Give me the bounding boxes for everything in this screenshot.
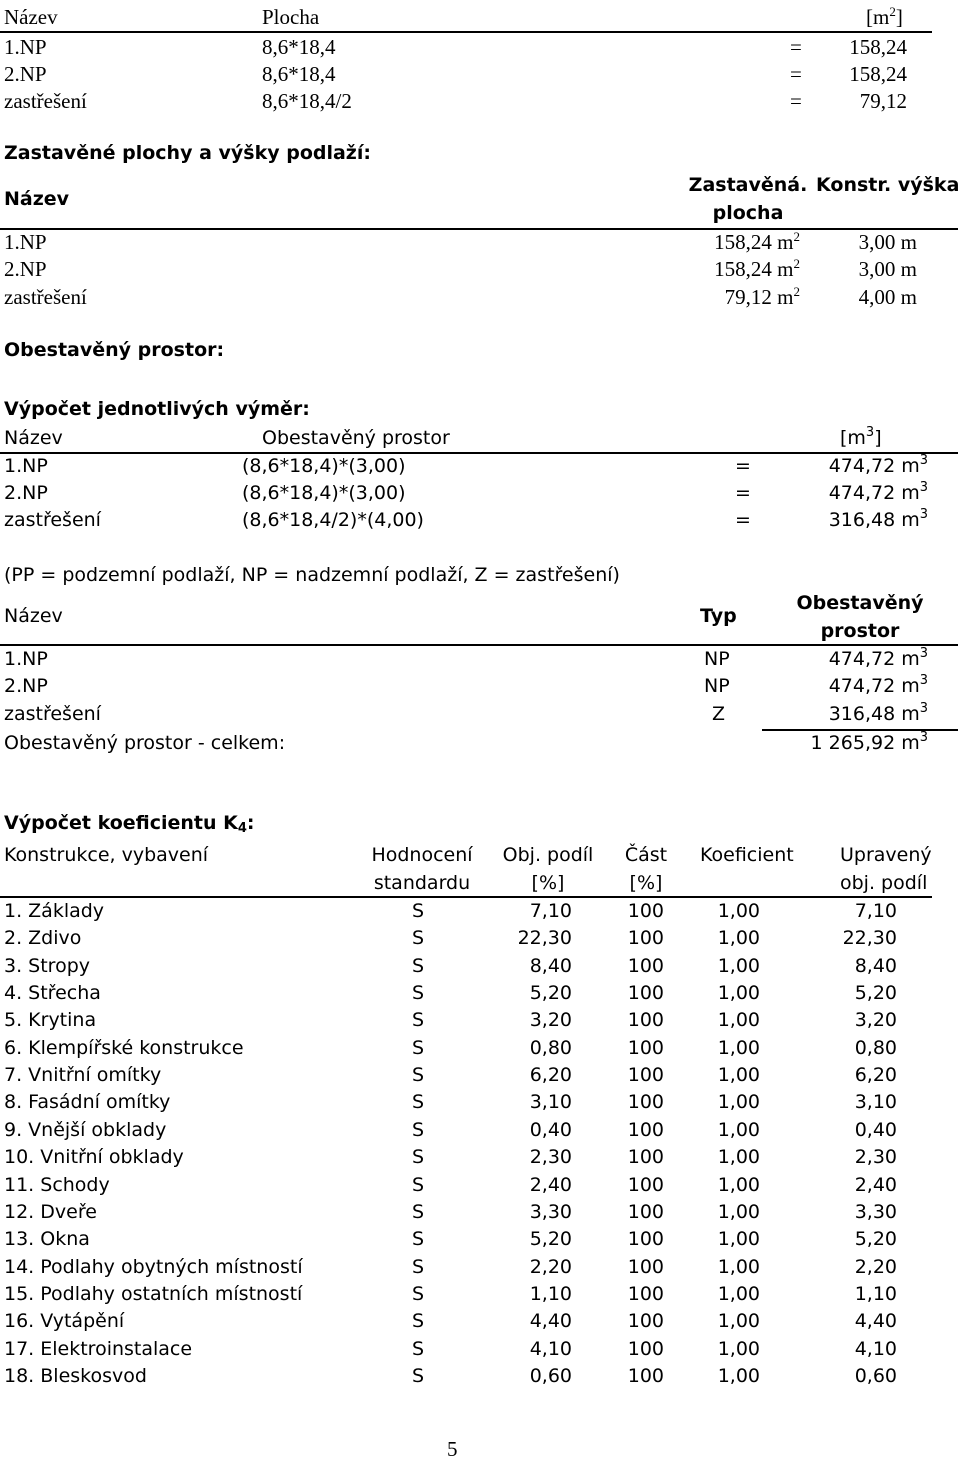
row-cast: 100 <box>627 1146 664 1168</box>
row-cast: 100 <box>627 927 664 949</box>
row-hodnoceni: S <box>412 982 425 1004</box>
row-cast: 100 <box>627 900 664 922</box>
header-rule <box>0 896 932 898</box>
col-header-obj-podil: Obj. podíl <box>502 844 594 866</box>
row-cast: 100 <box>627 1201 664 1223</box>
row-obj-podil: 8,40 <box>529 955 572 977</box>
row-hodnoceni: S <box>412 900 425 922</box>
row-vypocet: 8,6*18,4/2 <box>262 89 352 113</box>
col-header-nazev: Název <box>4 188 70 210</box>
row-cast: 100 <box>627 1310 664 1332</box>
col-header-prostor: prostor <box>820 620 900 642</box>
row-nazev: zastřešení <box>4 89 87 113</box>
row-vyska: 4,00 m <box>858 285 917 309</box>
row-upraveny: 6,20 <box>854 1064 897 1086</box>
row-upraveny: 4,40 <box>854 1310 897 1332</box>
row-upraveny: 0,40 <box>854 1119 897 1141</box>
row-koeficient: 1,00 <box>717 1365 760 1387</box>
row-konstrukce: 11. Schody <box>4 1174 110 1196</box>
row-upraveny: 8,40 <box>854 955 897 977</box>
section-heading: Obestavěný prostor: <box>4 339 225 361</box>
table-row <box>4 37 47 58</box>
row-koeficient: 1,00 <box>717 1146 760 1168</box>
row-vypocet: (8,6*18,4)*(3,00) <box>242 482 406 504</box>
col-header-cast-unit: [%] <box>629 872 663 894</box>
row-hodnoceni: S <box>412 1338 425 1360</box>
row-koeficient: 1,00 <box>717 927 760 949</box>
row-upraveny: 3,10 <box>854 1091 897 1113</box>
total-label: Obestavěný prostor - celkem: <box>4 732 286 754</box>
row-cast: 100 <box>627 1174 664 1196</box>
row-obj-podil: 0,40 <box>529 1119 572 1141</box>
row-typ: Z <box>712 703 726 725</box>
row-hodnoceni: S <box>412 1119 425 1141</box>
row-nazev: 1.NP <box>4 35 47 59</box>
row-koeficient: 1,00 <box>717 1009 760 1031</box>
row-vyska: 3,00 m <box>858 230 917 254</box>
row-konstrukce: 17. Elektroinstalace <box>4 1338 193 1360</box>
row-cast: 100 <box>627 1338 664 1360</box>
row-konstrukce: 16. Vytápění <box>4 1310 125 1332</box>
col-header-plocha: plocha <box>712 202 784 224</box>
row-koeficient: 1,00 <box>717 1119 760 1141</box>
row-hodnoceni: S <box>412 1174 425 1196</box>
row-upraveny: 3,30 <box>854 1201 897 1223</box>
row-nazev: 2.NP <box>4 482 48 504</box>
row-plocha: 79,12 $m^2$ <box>724 284 800 309</box>
row-upraveny: 5,20 <box>854 982 897 1004</box>
row-koeficient: 1,00 <box>717 900 760 922</box>
row-obj-podil: 2,30 <box>529 1146 572 1168</box>
row-koeficient: 1,00 <box>717 1256 760 1278</box>
row-upraveny: 3,20 <box>854 1009 897 1031</box>
row-vypocet: (8,6*18,4)*(3,00) <box>242 455 406 477</box>
row-cast: 100 <box>627 1009 664 1031</box>
row-hodnoceni: S <box>412 1037 425 1059</box>
legend-note: (PP = podzemní podlaží, NP = nadzemní podlaží, Z = zastřešení) <box>4 564 620 586</box>
row-konstrukce: 9. Vnější obklady <box>4 1119 167 1141</box>
col-header-upraveny: Upravený <box>840 844 932 866</box>
row-upraveny: 2,20 <box>854 1256 897 1278</box>
header-rule <box>0 644 958 646</box>
row-nazev: 2.NP <box>4 257 47 281</box>
row-obj-podil: 1,10 <box>529 1283 572 1305</box>
row-vysledek: 474,72 $m^3$ <box>828 480 928 504</box>
row-nazev: zastřešení <box>4 703 101 725</box>
row-typ: NP <box>704 648 730 670</box>
row-cast: 100 <box>627 1119 664 1141</box>
row-cast: 100 <box>627 1064 664 1086</box>
row-konstrukce: 10. Vnitřní obklady <box>4 1146 184 1168</box>
row-nazev: zastřešení <box>4 509 101 531</box>
row-hodnoceni: S <box>412 1283 425 1305</box>
table-row <box>4 91 87 112</box>
row-konstrukce: 8. Fasádní omítky <box>4 1091 171 1113</box>
row-obj-podil: 2,20 <box>529 1256 572 1278</box>
row-koeficient: 1,00 <box>717 1037 760 1059</box>
row-koeficient: 1,00 <box>717 955 760 977</box>
row-eq: = <box>790 62 802 86</box>
row-hodnota: 474,72 $m^3$ <box>828 673 928 697</box>
row-konstrukce: 13. Okna <box>4 1228 90 1250</box>
row-obj-podil: 2,40 <box>529 1174 572 1196</box>
row-koeficient: 1,00 <box>717 1201 760 1223</box>
row-obj-podil: 22,30 <box>517 927 572 949</box>
row-upraveny: 4,10 <box>854 1338 897 1360</box>
total-rule <box>762 729 958 731</box>
row-vypocet: 8,6*18,4 <box>262 35 336 59</box>
col-header-unit: $[m^3]$ <box>840 425 882 449</box>
header-rule <box>0 452 958 454</box>
col-header-standardu: standardu <box>373 872 471 894</box>
section-heading: Zastavěné plochy a výšky podlaží: <box>4 142 371 164</box>
col-header-cast: Část <box>624 844 668 866</box>
row-hodnoceni: S <box>412 1146 425 1168</box>
row-upraveny: 0,80 <box>854 1037 897 1059</box>
row-konstrukce: 5. Krytina <box>4 1009 97 1031</box>
row-konstrukce: 14. Podlahy obytných místností <box>4 1256 303 1278</box>
row-obj-podil: 4,10 <box>529 1338 572 1360</box>
row-upraveny: 5,20 <box>854 1228 897 1250</box>
row-hodnoceni: S <box>412 955 425 977</box>
row-vysledek: 316,48 $m^3$ <box>828 507 928 531</box>
row-eq: = <box>790 35 802 59</box>
section-subheading: Výpočet jednotlivých výměr: <box>4 398 310 420</box>
row-cast: 100 <box>627 1256 664 1278</box>
row-hodnoceni: S <box>412 1091 425 1113</box>
row-cast: 100 <box>627 1228 664 1250</box>
row-vysledek: 158,24 <box>849 62 907 86</box>
row-eq: = <box>735 509 751 531</box>
row-upraveny: 2,30 <box>854 1146 897 1168</box>
row-konstrukce: 2. Zdivo <box>4 927 82 949</box>
row-konstrukce: 1. Základy <box>4 900 105 922</box>
total-value: 1 265,92 $m^3$ <box>810 730 928 754</box>
page-number: 5 <box>447 1437 458 1461</box>
col-header-nazev: Název <box>4 605 63 627</box>
row-vyska: 3,00 m <box>858 257 917 281</box>
row-obj-podil: 7,10 <box>529 900 572 922</box>
row-cast: 100 <box>627 1037 664 1059</box>
row-hodnota: 316,48 $m^3$ <box>828 701 928 725</box>
row-obj-podil: 0,60 <box>529 1365 572 1387</box>
row-obj-podil: 5,20 <box>529 982 572 1004</box>
header-rule <box>0 31 932 33</box>
row-cast: 100 <box>627 955 664 977</box>
row-koeficient: 1,00 <box>717 1174 760 1196</box>
row-hodnoceni: S <box>412 1310 425 1332</box>
row-vysledek: 79,12 <box>859 89 907 113</box>
row-koeficient: 1,00 <box>717 1064 760 1086</box>
row-nazev: 2.NP <box>4 675 48 697</box>
col-header-koeficient: Koeficient <box>700 844 794 866</box>
row-cast: 100 <box>627 1365 664 1387</box>
row-nazev: 1.NP <box>4 455 48 477</box>
row-upraveny: 7,10 <box>854 900 897 922</box>
row-hodnoceni: S <box>412 1009 425 1031</box>
row-konstrukce: 6. Klempířské konstrukce <box>4 1037 244 1059</box>
row-upraveny: 22,30 <box>842 927 897 949</box>
row-obj-podil: 3,20 <box>529 1009 572 1031</box>
col-header-konstr-vyska: Konstr. výška <box>816 174 960 196</box>
row-vypocet: (8,6*18,4/2)*(4,00) <box>242 509 424 531</box>
row-obj-podil: 3,30 <box>529 1201 572 1223</box>
row-plocha: 158,24 $m^2$ <box>714 256 800 281</box>
col-header-typ: Typ <box>700 605 737 627</box>
row-nazev: zastřešení <box>4 285 87 309</box>
row-hodnoceni: S <box>412 1064 425 1086</box>
col-header-nazev: Název <box>4 427 63 449</box>
row-koeficient: 1,00 <box>717 1338 760 1360</box>
row-konstrukce: 15. Podlahy ostatních místností <box>4 1283 303 1305</box>
row-upraveny: 1,10 <box>854 1283 897 1305</box>
col-header-unit: $[m^2]$ <box>866 4 903 29</box>
row-nazev: 1.NP <box>4 648 48 670</box>
col-header-obj-unit: [%] <box>531 872 565 894</box>
row-vysledek: 474,72 $m^3$ <box>828 453 928 477</box>
row-upraveny: 0,60 <box>854 1365 897 1387</box>
col-header-plocha: Plocha <box>262 5 320 29</box>
row-koeficient: 1,00 <box>717 1310 760 1332</box>
row-vypocet: 8,6*18,4 <box>262 62 336 86</box>
row-konstrukce: 12. Dveře <box>4 1201 97 1223</box>
row-eq: = <box>735 482 751 504</box>
row-cast: 100 <box>627 1283 664 1305</box>
row-obj-podil: 5,20 <box>529 1228 572 1250</box>
col-header-upraveny-podil: obj. podíl <box>840 872 928 894</box>
row-obj-podil: 6,20 <box>529 1064 572 1086</box>
row-koeficient: 1,00 <box>717 982 760 1004</box>
row-hodnoceni: S <box>412 1365 425 1387</box>
row-koeficient: 1,00 <box>717 1091 760 1113</box>
row-typ: NP <box>704 675 730 697</box>
row-konstrukce: 18. Bleskosvod <box>4 1365 147 1387</box>
row-hodnoceni: S <box>412 1228 425 1250</box>
table-row <box>4 64 47 85</box>
row-hodnoceni: S <box>412 1201 425 1223</box>
row-koeficient: 1,00 <box>717 1228 760 1250</box>
row-konstrukce: 4. Střecha <box>4 982 101 1004</box>
row-nazev: 2.NP <box>4 62 47 86</box>
row-konstrukce: 7. Vnitřní omítky <box>4 1064 162 1086</box>
row-hodnoceni: S <box>412 1256 425 1278</box>
section-heading: Výpočet koeficientu $K_4$: <box>4 812 255 836</box>
col-header-prostor: Obestavěný prostor <box>262 427 450 449</box>
row-koeficient: 1,00 <box>717 1283 760 1305</box>
header-rule <box>0 228 958 230</box>
row-eq: = <box>735 455 751 477</box>
row-plocha: 158,24 $m^2$ <box>714 229 800 254</box>
row-vysledek: 158,24 <box>849 35 907 59</box>
col-header-zastavena: Zastavěná. <box>688 174 808 196</box>
row-cast: 100 <box>627 982 664 1004</box>
row-hodnoceni: S <box>412 927 425 949</box>
col-header-nazev: Název <box>4 5 58 29</box>
row-obj-podil: 3,10 <box>529 1091 572 1113</box>
row-obj-podil: 0,80 <box>529 1037 572 1059</box>
col-header-konstrukce: Konstrukce, vybavení <box>4 844 209 866</box>
col-header-obestaveny: Obestavěný <box>796 592 924 614</box>
row-konstrukce: 3. Stropy <box>4 955 91 977</box>
row-eq: = <box>790 89 802 113</box>
row-nazev: 1.NP <box>4 230 47 254</box>
col-header-hodnoceni: Hodnocení <box>371 844 473 866</box>
row-obj-podil: 4,40 <box>529 1310 572 1332</box>
row-hodnota: 474,72 $m^3$ <box>828 646 928 670</box>
row-upraveny: 2,40 <box>854 1174 897 1196</box>
row-cast: 100 <box>627 1091 664 1113</box>
